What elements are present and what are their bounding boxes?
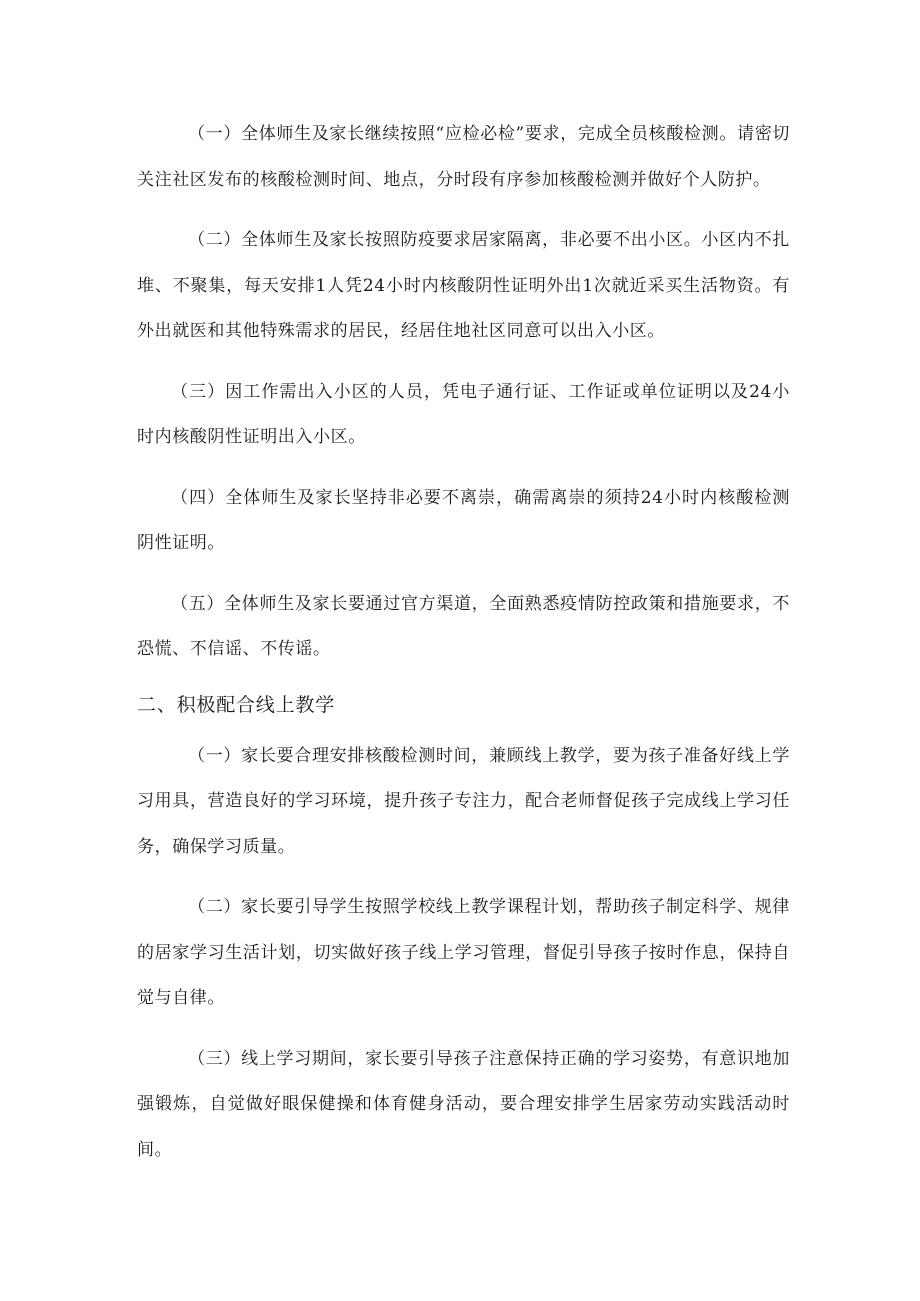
- section-2-heading: 二、积极配合线上教学: [137, 693, 336, 716]
- paragraph-1-1: （一）全体师生及家长继续按照“应检必检”要求，完成全员核酸检测。请密切关注社区发布的核酸检测时间、地点，分时段有序参加核酸检测并做好个人防护。: [137, 124, 790, 190]
- paragraph-1-4: （四）全体师生及家长坚持非必要不离崇，确需离崇的须持24小时内核酸检测阴性证明。: [137, 487, 790, 553]
- paragraph-2-3: （三）线上学习期间，家长要引导孩子注意保持正确的学习姿势，有意识地加强锻炼，自觉做好眼保健操和体育健身活动，要合理安排学生居家劳动实践活动时间。: [137, 1048, 790, 1160]
- paragraph-2-2: （二）家长要引导学生按照学校线上教学课程计划，帮助孩子制定科学、规律的居家学习生活计划，切实做好孩子线上学习管理，督促引导孩子按时作息，保持自觉与自律。: [137, 897, 790, 1008]
- paragraph-1-5: （五）全体师生及家长要通过官方渠道，全面熟悉疫情防控政策和措施要求，不恐慌、不信谣、不传谣。: [137, 593, 790, 659]
- document-page: [137, 112, 790, 1173]
- paragraph-1-2: （二）全体师生及家长按照防疫要求居家隔离，非必要不出小区。小区内不扎堆、不聚集，每天安排1人凭24小时内核酸阴性证明外出1次就近采买生活物资。有外出就医和其他特殊需求的居民，经居住地社区同意可以出入小区。: [137, 230, 790, 341]
- paragraph-2-1: （一）家长要合理安排核酸检测时间，兼顾线上教学，要为孩子准备好线上学习用具，营造良好的学习环境，提升孩子专注力，配合老师督促孩子完成线上学习任务，确保学习质量。: [137, 745, 790, 857]
- paragraph-1-3: （三）因工作需出入小区的人员，凭电子通行证、工作证或单位证明以及24小时内核酸阴性证明出入小区。: [137, 381, 790, 447]
